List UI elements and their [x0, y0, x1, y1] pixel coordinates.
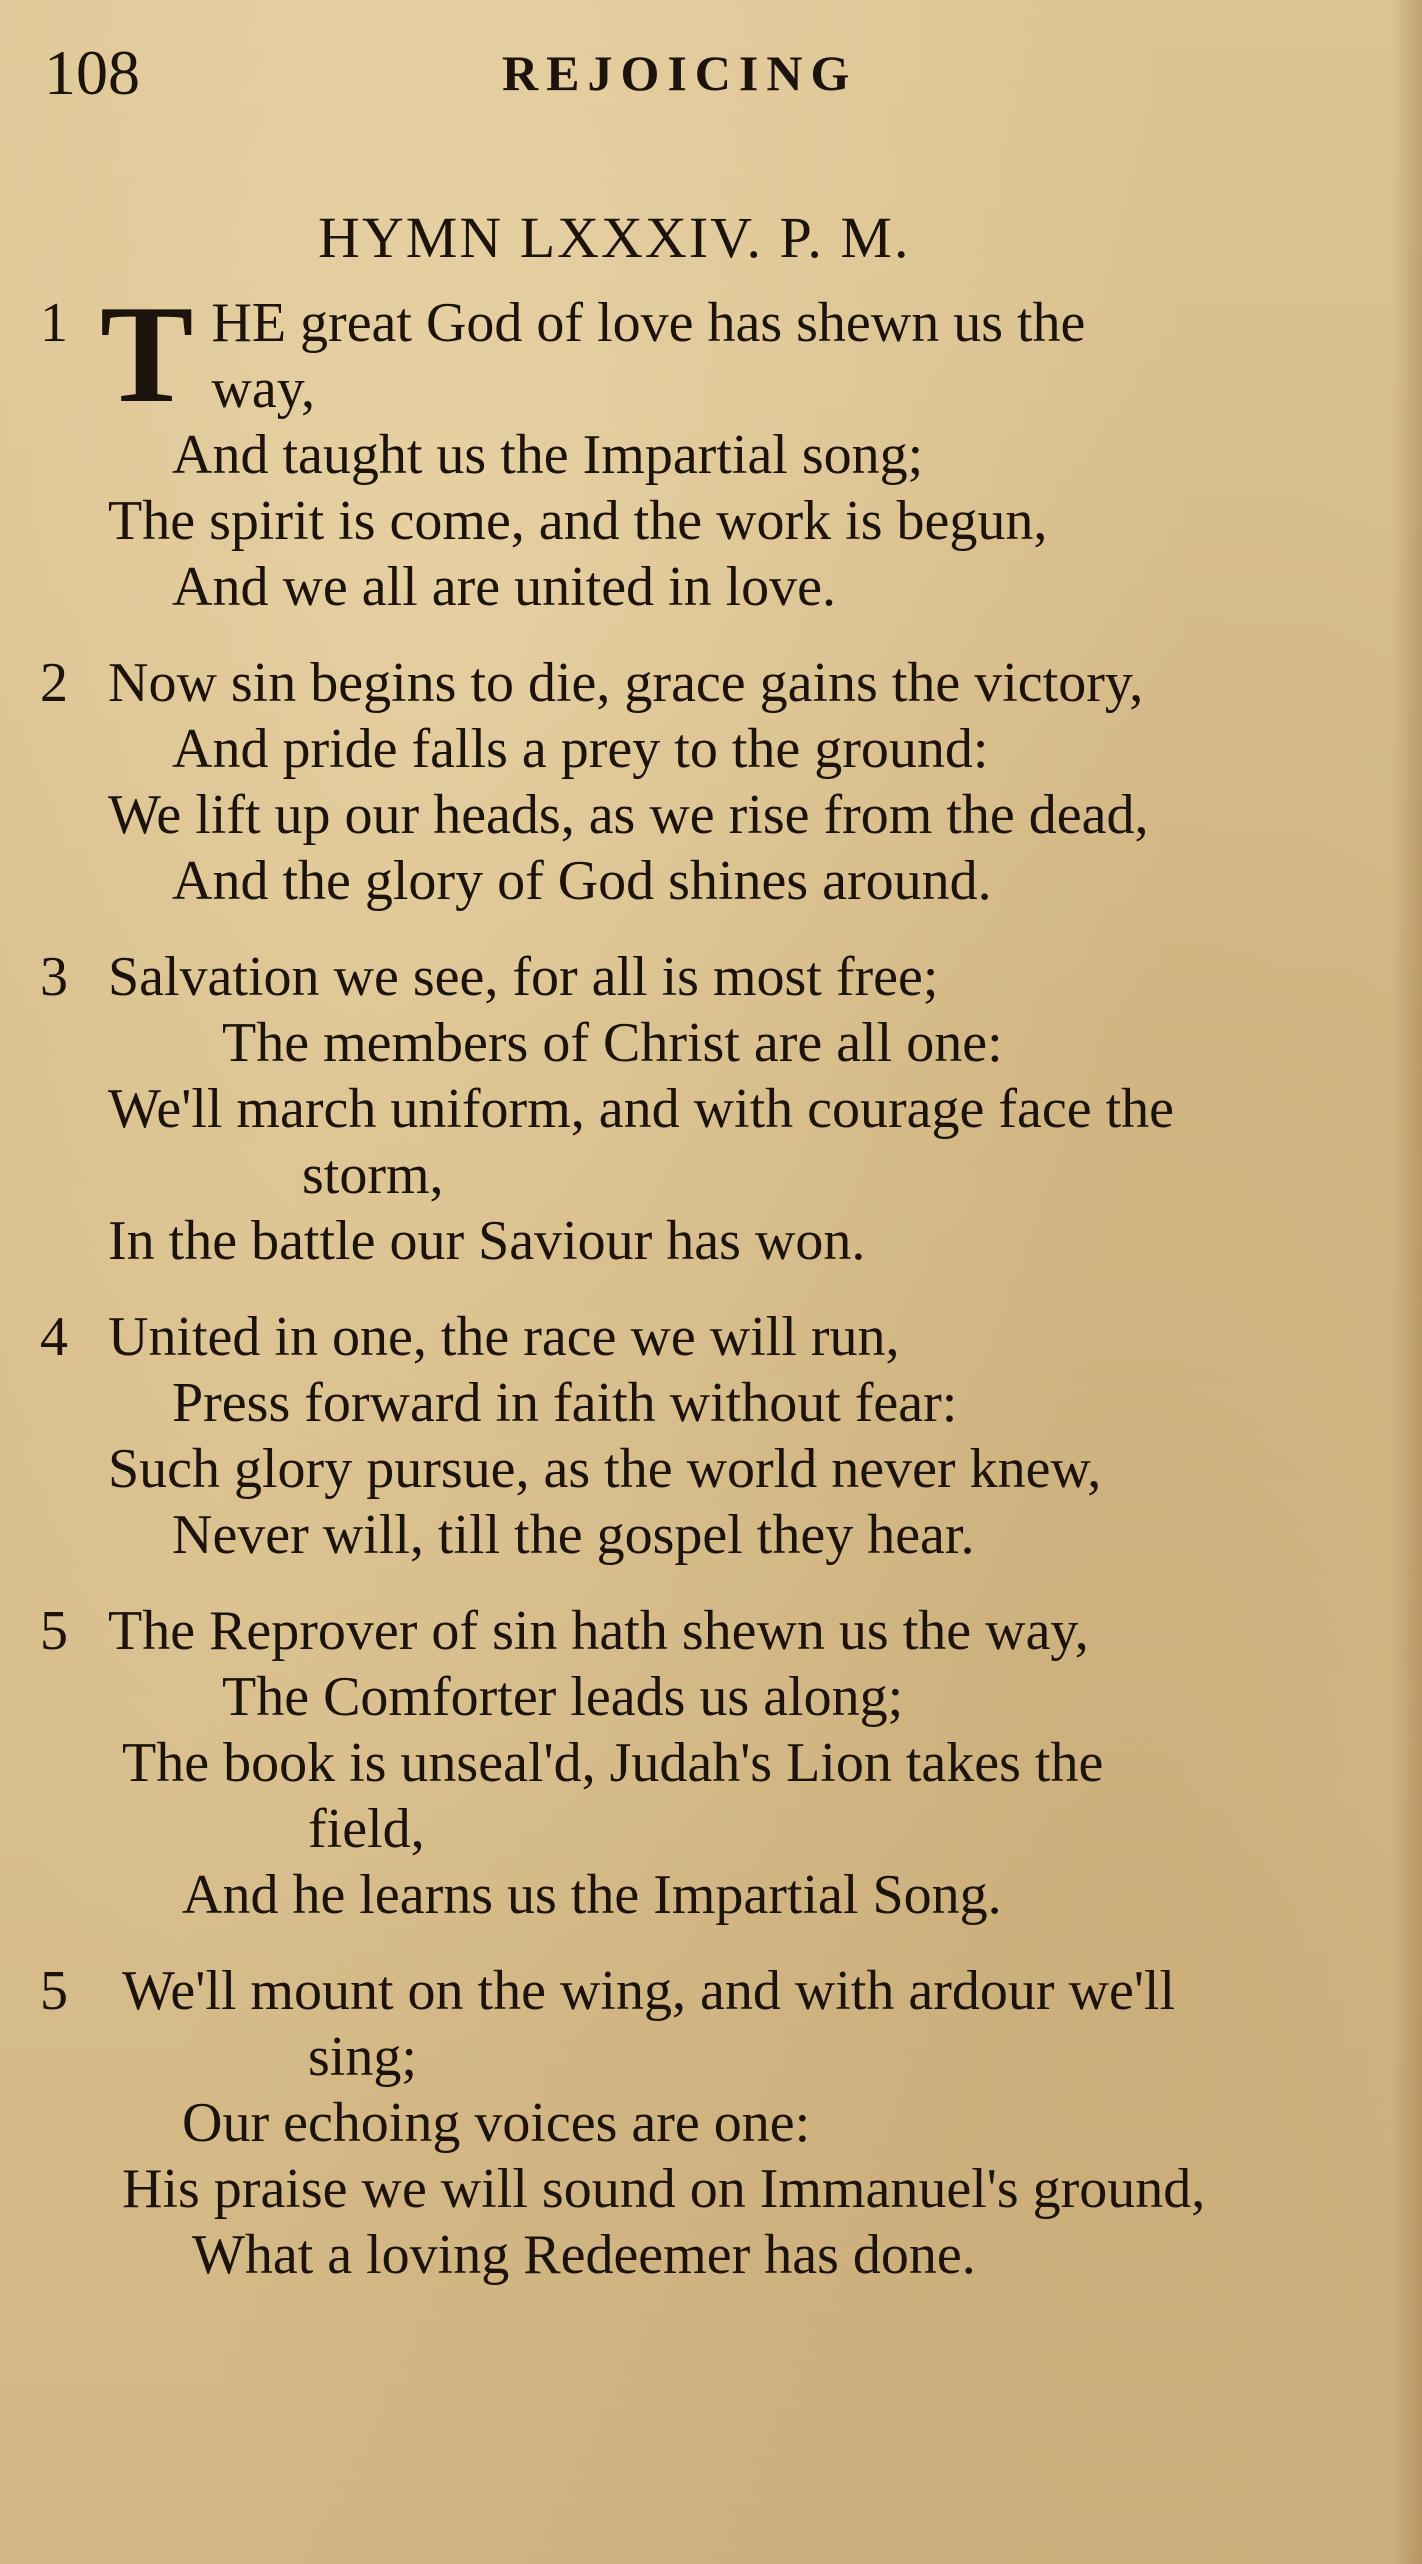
verse-line: We'll mount on the wing, and with ardour we'll [122, 1960, 1176, 2022]
verse-line-continuation: way, [211, 358, 316, 420]
verse-line: We'll march uniform, and with courage face the [108, 1078, 1175, 1140]
verse-line: And pride falls a prey to the ground: [172, 718, 989, 780]
verse-line: Never will, till the gospel they hear. [172, 1504, 975, 1566]
verse-line: The Reprover of sin hath shewn us the way, [108, 1600, 1089, 1662]
verse-line-continuation: storm, [302, 1144, 444, 1206]
verse-line: Our echoing voices are one: [182, 2092, 811, 2154]
verse-line: Salvation we see, for all is most free; [108, 946, 939, 1008]
verse-number: 3 [40, 946, 68, 1008]
verse-1 [40, 277, 1370, 620]
verse-4 [40, 1304, 1370, 1568]
verse-line: And he learns us the Impartial Song. [182, 1864, 1002, 1926]
verse-line: Such glory pursue, as the world never knew, [108, 1438, 1102, 1500]
verse-number: 2 [40, 652, 68, 714]
verse-number: 4 [40, 1306, 68, 1368]
page-number: 108 [44, 37, 140, 108]
drop-cap: T [100, 277, 194, 432]
verse-line-continuation: field, [308, 1798, 425, 1860]
verse-line: And we all are united in love. [172, 556, 837, 618]
page-header [44, 28, 1374, 118]
verse-line: HE great God of love has shewn us the [211, 292, 1086, 354]
verse-6 [40, 1958, 1370, 2288]
verse-line: And the glory of God shines around. [172, 850, 992, 912]
running-head: REJOICING [502, 45, 858, 101]
verse-line: In the battle our Saviour has won. [108, 1210, 866, 1272]
page-edge-shadow [1392, 0, 1422, 2564]
verse-line: The spirit is come, and the work is begun, [108, 490, 1048, 552]
verse-number: 5 [40, 1960, 68, 2022]
verse-line: The Comforter leads us along; [222, 1666, 904, 1728]
verse-number: 5 [40, 1600, 68, 1662]
verse-line: United in one, the race we will run, [108, 1306, 900, 1368]
verse-line: What a loving Redeemer has done. [192, 2224, 976, 2286]
verse-line: Press forward in faith without fear: [172, 1372, 958, 1434]
hymn-title: HYMN LXXXIV. P. M. [318, 205, 911, 270]
verse-line-continuation: sing; [308, 2026, 417, 2088]
verse-line: Now sin begins to die, grace gains the victory, [108, 652, 1144, 714]
hymn-verses [40, 277, 1370, 2318]
verse-2 [40, 650, 1370, 914]
verse-line: We lift up our heads, as we rise from the dead, [108, 784, 1149, 846]
verse-line: The members of Christ are all one: [222, 1012, 1003, 1074]
verse-number: 1 [40, 292, 68, 354]
verse-5 [40, 1598, 1370, 1928]
verse-line: His praise we will sound on Immanuel's ground, [122, 2158, 1206, 2220]
verse-line: And taught us the Impartial song; [172, 424, 924, 486]
verse-line: The book is unseal'd, Judah's Lion takes the [122, 1732, 1104, 1794]
verse-3 [40, 944, 1370, 1274]
